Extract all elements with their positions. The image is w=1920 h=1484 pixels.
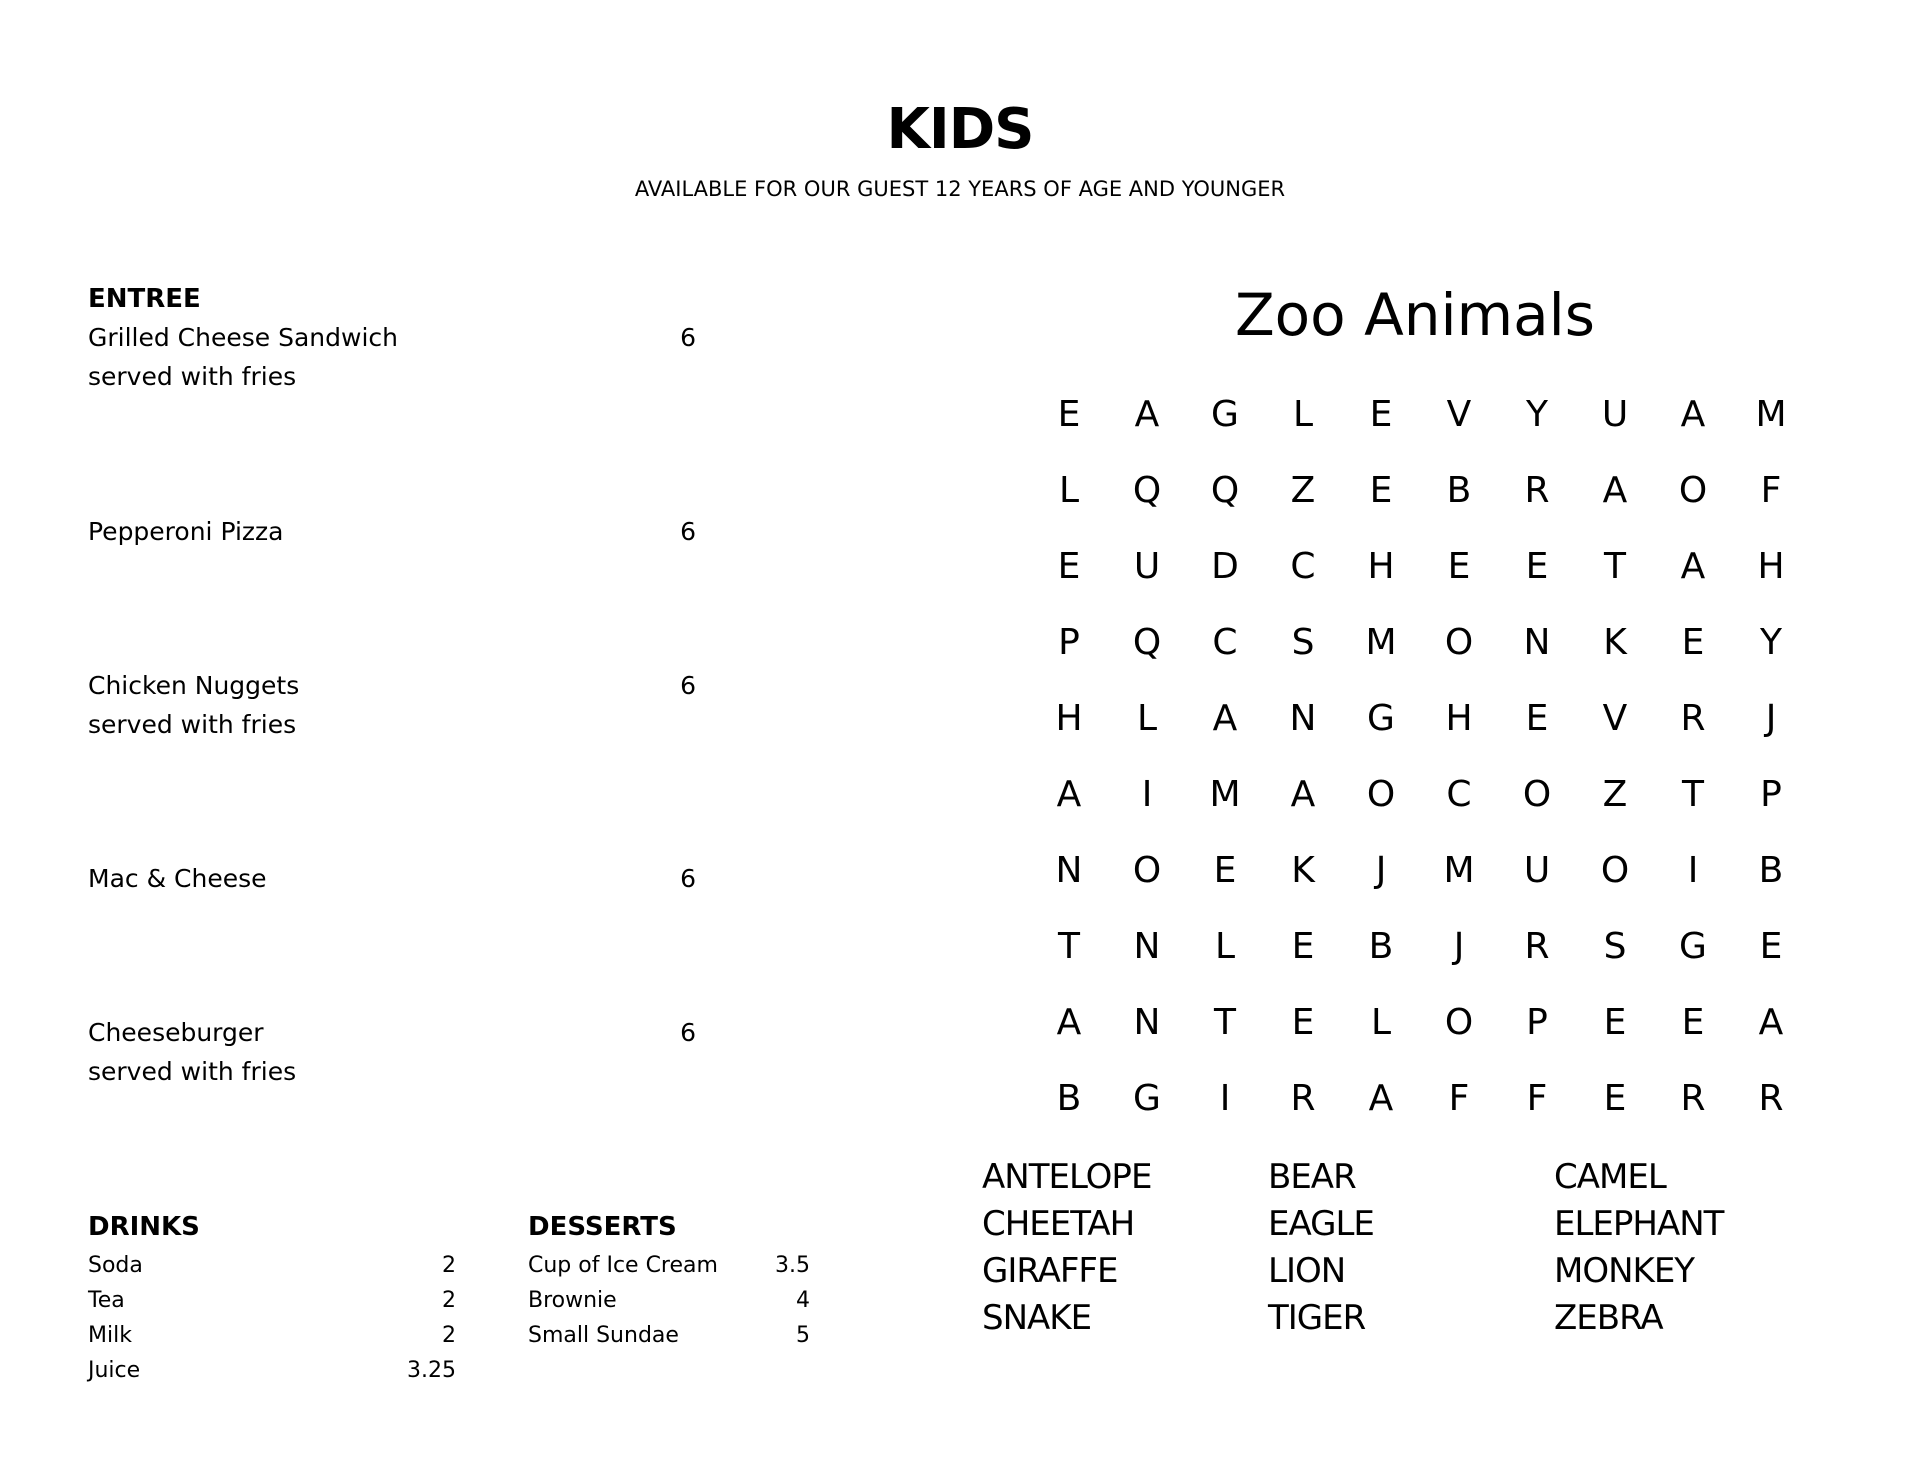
- drink-price: 2: [442, 1288, 456, 1313]
- word-search-letter: E: [1603, 1002, 1627, 1043]
- dessert-price: 3.5: [775, 1253, 810, 1278]
- word-list-item: CHEETAH: [982, 1204, 1135, 1244]
- word-search-letter: B: [1758, 850, 1784, 891]
- word-search-letter: A: [1758, 1002, 1784, 1043]
- menu-item-description: served with fries: [88, 362, 297, 391]
- word-list-row: [982, 1295, 1842, 1342]
- word-search-letter: B: [1446, 470, 1472, 511]
- word-search-letter: O: [1444, 1002, 1474, 1043]
- word-search-letter: N: [1133, 926, 1161, 967]
- drink-name: Soda: [88, 1253, 143, 1278]
- word-search-row: [1030, 538, 1820, 614]
- word-search-letter: L: [1370, 1002, 1392, 1043]
- word-list-item: SNAKE: [982, 1298, 1092, 1338]
- word-search-letter: A: [1368, 1078, 1394, 1119]
- word-search-letter: T: [1058, 926, 1080, 967]
- word-search-letter: E: [1057, 394, 1081, 435]
- drink-item: [88, 1353, 456, 1388]
- menu-item-description: served with fries: [88, 710, 297, 739]
- drink-item: [88, 1248, 456, 1283]
- drink-name: Juice: [88, 1358, 141, 1383]
- menu-item: [88, 1013, 808, 1091]
- word-search-letter: R: [1680, 1078, 1706, 1119]
- word-search-letter: K: [1603, 622, 1627, 663]
- word-search-letter: J: [1453, 926, 1465, 967]
- word-search-row: [1030, 842, 1820, 918]
- word-search-letter: N: [1055, 850, 1083, 891]
- word-search-letter: N: [1289, 698, 1317, 739]
- desserts-list: [528, 1248, 810, 1353]
- word-list-row: [982, 1154, 1842, 1201]
- word-search-letter: F: [1760, 470, 1782, 511]
- word-search-letter: I: [1219, 1078, 1231, 1119]
- word-search-letter: C: [1212, 622, 1238, 663]
- word-search-letter: L: [1292, 394, 1314, 435]
- word-search-letter: D: [1211, 546, 1239, 587]
- word-search-letter: E: [1603, 1078, 1627, 1119]
- word-search-letter: V: [1446, 394, 1472, 435]
- dessert-name: Small Sundae: [528, 1323, 679, 1348]
- word-search-letter: Q: [1210, 470, 1240, 511]
- drinks-list: [88, 1248, 456, 1388]
- word-search-letter: E: [1369, 394, 1393, 435]
- word-search-letter: R: [1290, 1078, 1316, 1119]
- menu-item-price: 6: [680, 864, 696, 893]
- word-search-letter: E: [1291, 1002, 1315, 1043]
- menu-item-name: Grilled Cheese Sandwich: [88, 323, 398, 352]
- word-search-letter: A: [1290, 774, 1316, 815]
- word-search-letter: T: [1604, 546, 1626, 587]
- word-list-item: LION: [1268, 1251, 1346, 1291]
- word-search-row: [1030, 1070, 1820, 1146]
- word-search-row: [1030, 462, 1820, 538]
- menu-item-price: 6: [680, 671, 696, 700]
- menu-item: [88, 512, 808, 551]
- word-search-letter: N: [1523, 622, 1551, 663]
- word-search-letter: E: [1525, 698, 1549, 739]
- word-search-letter: V: [1602, 698, 1628, 739]
- word-search-letter: C: [1290, 546, 1316, 587]
- word-search-letter: Z: [1290, 470, 1316, 511]
- word-search-letter: E: [1759, 926, 1783, 967]
- desserts-section: [528, 1210, 810, 1353]
- drink-price: 3.25: [407, 1358, 456, 1383]
- word-search-letter: F: [1526, 1078, 1548, 1119]
- word-search-letter: B: [1056, 1078, 1082, 1119]
- word-search-letter: A: [1602, 470, 1628, 511]
- menu-item-name: Mac & Cheese: [88, 864, 267, 893]
- dessert-item: [528, 1283, 810, 1318]
- word-search-letter: H: [1445, 698, 1473, 739]
- word-search-letter: O: [1678, 470, 1708, 511]
- word-search-letter: P: [1760, 774, 1782, 815]
- word-search-letter: J: [1375, 850, 1387, 891]
- word-list-item: CAMEL: [1554, 1157, 1666, 1197]
- menu-item-price: 6: [680, 517, 696, 546]
- word-search-letter: R: [1524, 470, 1550, 511]
- word-search-letter: E: [1213, 850, 1237, 891]
- word-search-letter: M: [1209, 774, 1241, 815]
- word-search-row: [1030, 690, 1820, 766]
- word-search-letter: B: [1368, 926, 1394, 967]
- word-list-item: ZEBRA: [1554, 1298, 1663, 1338]
- word-search-letter: Y: [1526, 394, 1548, 435]
- dessert-name: Brownie: [528, 1288, 617, 1313]
- word-search-letter: O: [1600, 850, 1630, 891]
- drink-name: Tea: [88, 1288, 125, 1313]
- word-search-letter: J: [1765, 698, 1777, 739]
- word-search-title: Zoo Animals: [1234, 281, 1596, 349]
- drink-price: 2: [442, 1253, 456, 1278]
- dessert-price: 5: [796, 1323, 810, 1348]
- word-list-item: GIRAFFE: [982, 1251, 1118, 1291]
- word-search-letter: H: [1757, 546, 1785, 587]
- word-search-letter: G: [1679, 926, 1707, 967]
- word-search-letter: R: [1524, 926, 1550, 967]
- drink-name: Milk: [88, 1323, 132, 1348]
- word-search-letter: G: [1367, 698, 1395, 739]
- word-search-letter: H: [1367, 546, 1395, 587]
- word-search-row: [1030, 918, 1820, 994]
- word-search-letter: E: [1057, 546, 1081, 587]
- dessert-price: 4: [796, 1288, 810, 1313]
- word-search-letter: O: [1366, 774, 1396, 815]
- word-search-letter: E: [1681, 1002, 1705, 1043]
- word-search-letter: E: [1525, 546, 1549, 587]
- menu-item-description: served with fries: [88, 1057, 297, 1086]
- word-search-letter: T: [1682, 774, 1704, 815]
- word-search-letter: H: [1055, 698, 1083, 739]
- page-subtitle: AVAILABLE FOR OUR GUEST 12 YEARS OF AGE AND YOUNGER: [634, 177, 1286, 201]
- drinks-section: [88, 1210, 456, 1388]
- word-search-letter: U: [1601, 394, 1629, 435]
- word-search-letter: L: [1136, 698, 1158, 739]
- word-search-letter: L: [1058, 470, 1080, 511]
- word-search-letter: G: [1211, 394, 1239, 435]
- word-search-letter: Z: [1602, 774, 1628, 815]
- desserts-heading: DESSERTS: [528, 1212, 677, 1242]
- word-search-letter: E: [1447, 546, 1471, 587]
- word-search-letter: N: [1133, 1002, 1161, 1043]
- word-search-letter: A: [1212, 698, 1238, 739]
- word-search-letter: R: [1680, 698, 1706, 739]
- word-search-letter: M: [1755, 394, 1787, 435]
- dessert-item: [528, 1318, 810, 1353]
- word-search-letter: E: [1369, 470, 1393, 511]
- dessert-item: [528, 1248, 810, 1283]
- drink-price: 2: [442, 1323, 456, 1348]
- word-search-row: [1030, 766, 1820, 842]
- menu-item: [88, 666, 808, 744]
- word-search-letter: U: [1523, 850, 1551, 891]
- drink-item: [88, 1283, 456, 1318]
- word-search-letter: A: [1134, 394, 1160, 435]
- word-search-letter: T: [1214, 1002, 1236, 1043]
- word-search-letter: Y: [1760, 622, 1782, 663]
- dessert-name: Cup of Ice Cream: [528, 1253, 718, 1278]
- word-search-row: [1030, 994, 1820, 1070]
- word-search-letter: A: [1056, 774, 1082, 815]
- menu-item-name: Pepperoni Pizza: [88, 517, 284, 546]
- word-list-row: [982, 1201, 1842, 1248]
- word-list: [982, 1154, 1842, 1342]
- word-search-letter: O: [1444, 622, 1474, 663]
- entree-section: [88, 282, 808, 1086]
- menu-item-name: Cheeseburger: [88, 1018, 264, 1047]
- word-search-grid: [1030, 386, 1820, 1146]
- word-search-letter: L: [1214, 926, 1236, 967]
- word-search-letter: K: [1291, 850, 1315, 891]
- word-search-letter: E: [1681, 622, 1705, 663]
- word-list-item: MONKEY: [1554, 1251, 1695, 1291]
- word-search-letter: Q: [1132, 470, 1162, 511]
- menu-item: [88, 318, 808, 396]
- word-search-letter: P: [1526, 1002, 1548, 1043]
- word-search-letter: A: [1056, 1002, 1082, 1043]
- word-search-row: [1030, 386, 1820, 462]
- page-title: KIDS: [886, 97, 1034, 162]
- word-list-item: EAGLE: [1268, 1204, 1374, 1244]
- word-search-letter: F: [1448, 1078, 1470, 1119]
- word-list-row: [982, 1248, 1842, 1295]
- word-search-letter: S: [1603, 926, 1627, 967]
- word-list-item: TIGER: [1268, 1298, 1366, 1338]
- word-search-letter: M: [1365, 622, 1397, 663]
- word-list-item: BEAR: [1268, 1157, 1356, 1197]
- word-search-letter: E: [1291, 926, 1315, 967]
- menu-item-name: Chicken Nuggets: [88, 671, 300, 700]
- word-search-letter: M: [1443, 850, 1475, 891]
- entree-heading: ENTREE: [88, 284, 201, 314]
- word-search-letter: I: [1141, 774, 1153, 815]
- drink-item: [88, 1318, 456, 1353]
- word-search-letter: O: [1132, 850, 1162, 891]
- word-search-letter: P: [1058, 622, 1080, 663]
- word-search-letter: O: [1522, 774, 1552, 815]
- word-search-letter: A: [1680, 394, 1706, 435]
- word-search-letter: S: [1291, 622, 1315, 663]
- menu-item-price: 6: [680, 1018, 696, 1047]
- drinks-heading: DRINKS: [88, 1212, 200, 1242]
- word-search-letter: C: [1446, 774, 1472, 815]
- word-search-letter: A: [1680, 546, 1706, 587]
- word-search-letter: Q: [1132, 622, 1162, 663]
- word-list-item: ELEPHANT: [1554, 1204, 1724, 1244]
- menu-item-price: 6: [680, 323, 696, 352]
- word-search-letter: I: [1687, 850, 1699, 891]
- word-search-letter: R: [1758, 1078, 1784, 1119]
- word-list-item: ANTELOPE: [982, 1157, 1152, 1197]
- menu-item: [88, 859, 808, 898]
- word-search-letter: U: [1133, 546, 1161, 587]
- word-search-letter: G: [1133, 1078, 1161, 1119]
- word-search-row: [1030, 614, 1820, 690]
